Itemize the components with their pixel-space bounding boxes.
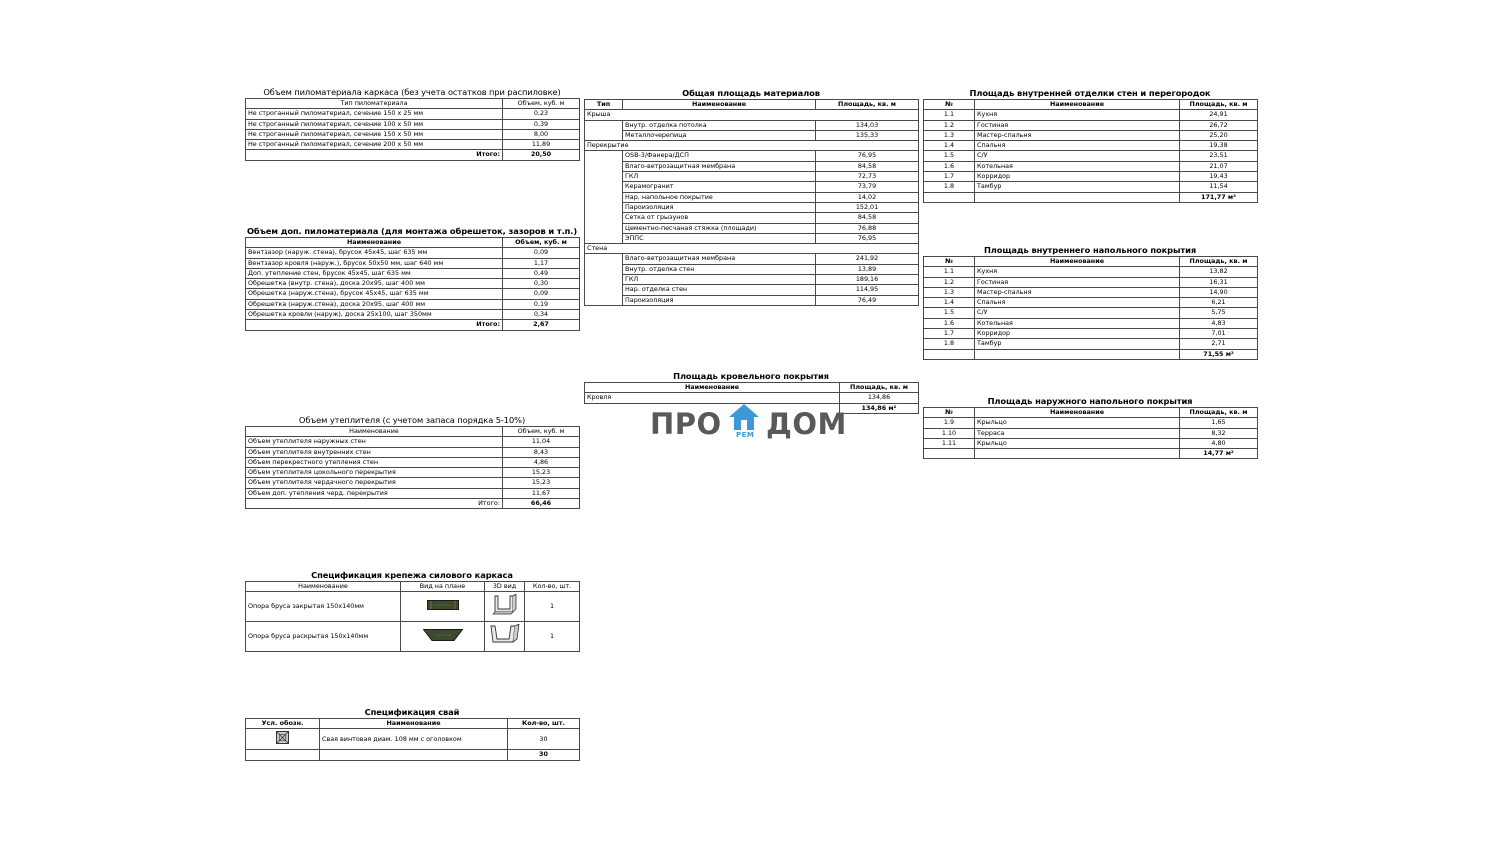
header-volume: Объем, куб. м [503, 427, 580, 437]
table-row: Объем утеплителя наружных стен 11,04 [246, 437, 580, 447]
total-value: 71,55 м² [1180, 349, 1258, 359]
table-row: Пароизоляция 76,49 [585, 295, 919, 305]
table-row: Опора бруса раскрытая 150х140мм 1 [246, 622, 580, 652]
materials-section [584, 88, 918, 306]
piles-table [245, 718, 580, 761]
outer-floor-section [923, 396, 1257, 459]
table-row: 1.8 Тамбур 2,71 [924, 339, 1258, 349]
group-row-wall: Стена [585, 244, 919, 254]
header-name: Наименование [246, 238, 503, 248]
fasteners-title: Спецификация крепежа силового каркаса [311, 570, 513, 580]
table-row: Не строганный пиломатериал, сечение 150 х 50 мм 8,00 [246, 129, 580, 139]
total-value: 171,77 м² [1180, 192, 1258, 202]
wall-finish-title: Площадь внутренней отделки стен и перегородок [969, 88, 1211, 98]
total-row [924, 192, 1258, 202]
header-name: Наименование [246, 582, 401, 592]
table-row: 1.1 Кухня 24,91 [924, 110, 1258, 120]
insulation-title: Объем утеплителя (с учетом запаса порядка 5-10%) [298, 415, 526, 425]
lumber-volume-table [245, 98, 580, 161]
table-row: Объем утеплителя внутренних стен 8,43 [246, 447, 580, 457]
table-row: Кровля 134,86 [585, 393, 919, 403]
header-volume: Объем, куб. м [503, 238, 580, 248]
table-row: Цементно-песчаная стяжка (площади) 76,88 [585, 223, 919, 233]
table-row: 1.2 Гостиная 16,31 [924, 277, 1258, 287]
table-row: 1.9 Крыльцо 1,65 [924, 418, 1258, 428]
total-value: 134,86 м² [840, 403, 919, 413]
table-row: Внутр. отделка стен 13,89 [585, 264, 919, 274]
table-row: 1.5 С/У 23,51 [924, 151, 1258, 161]
header-volume: Объем, куб. м [503, 99, 580, 109]
logo-text-left: ПРО [650, 407, 722, 441]
table-row: Керамогранит 73,79 [585, 182, 919, 192]
total-row [246, 320, 580, 330]
header-number: № [924, 257, 975, 267]
lumber-volume-title: Объем пиломатериала каркаса (без учета остатков при распиловке) [263, 87, 561, 97]
header-plan-view: Вид на плане [401, 582, 485, 592]
table-row: Сетка от грызунов 84,58 [585, 213, 919, 223]
header-area: Площадь, кв. м [840, 383, 919, 393]
table-row: Не строганный пиломатериал, сечение 100 х 50 мм 0,39 [246, 119, 580, 129]
table-row: Нар. отделка стен 114,95 [585, 285, 919, 295]
inner-floor-title: Площадь внутреннего напольного покрытия [983, 245, 1197, 255]
header-name: Наименование [585, 383, 840, 393]
table-row: 1.7 Корридор 7,01 [924, 329, 1258, 339]
fasteners-table [245, 581, 580, 652]
piles-title: Спецификация свай [364, 707, 460, 717]
logo-subtext: РЕМ [736, 431, 755, 439]
group-row-roof: Крыша [585, 110, 919, 120]
header-symbol: Усл. обозн. [246, 719, 320, 729]
header-type: Тип [585, 100, 623, 110]
table-row: Вентзазор (наруж. стена), брусок 45х45, шаг 635 мм 0,09 [246, 248, 580, 258]
pile-symbol-icon [246, 729, 320, 750]
table-row: Влаго-ветрозащитная мембрана 241,92 [585, 254, 919, 264]
insulation-table [245, 426, 580, 509]
table-row: 1.2 Гостиная 26,72 [924, 120, 1258, 130]
table-row: Не строганный пиломатериал, сечение 200 х 50 мм 11,89 [246, 140, 580, 150]
header-type: Тип пиломатериала [246, 99, 503, 109]
materials-table [584, 99, 919, 306]
table-row: Пароизоляция 152,01 [585, 202, 919, 212]
total-row [246, 499, 580, 509]
table-row: Обрешетка (наруж.стена), доска 20х95, шаг 400 мм 0,19 [246, 299, 580, 309]
total-row [924, 349, 1258, 359]
table-row: Обрешетка (наруж.стена), брусок 45х45, шаг 635 мм 0,09 [246, 289, 580, 299]
table-row: 1.3 Мастер-спальня 14,90 [924, 287, 1258, 297]
table-row: ЭППС 76,95 [585, 233, 919, 243]
total-row [246, 150, 580, 160]
inner-floor-section [923, 245, 1257, 360]
table-row: 1.1 Кухня 13,82 [924, 267, 1258, 277]
table-row: 1.11 Крыльцо 4,80 [924, 438, 1258, 448]
table-row: Доп. утепление стен, брусок 45х45, шаг 635 мм 0,49 [246, 268, 580, 278]
open-support-3d-icon [485, 622, 525, 652]
table-row: 1.10 Терраса 8,32 [924, 428, 1258, 438]
insulation-section [245, 415, 579, 509]
total-label: Итого: [246, 320, 503, 330]
table-row: Объем утеплителя цокольного перекрытия 15,23 [246, 468, 580, 478]
materials-title: Общая площадь материалов [682, 88, 820, 98]
header-area: Площадь, кв. м [1180, 257, 1258, 267]
total-row [246, 750, 580, 760]
table-row: Обрешетка кровли (наруж), доска 25х100, шаг 350мм 0,34 [246, 310, 580, 320]
extra-lumber-table [245, 237, 580, 331]
table-row: 1.4 Спальня 19,38 [924, 141, 1258, 151]
total-value: 2,67 [503, 320, 580, 330]
table-row: Не строганный пиломатериал, сечение 150 х 25 мм 0,23 [246, 109, 580, 119]
header-number: № [924, 408, 975, 418]
total-value: 66,46 [503, 499, 580, 509]
fasteners-section [245, 570, 579, 652]
header-number: № [924, 100, 975, 110]
prodom-logo [650, 403, 850, 443]
table-row: Вентзазор кровля (наруж.), брусок 50х50 мм, шаг 640 мм 1,17 [246, 258, 580, 268]
header-area: Площадь, кв. м [816, 100, 919, 110]
table-row: ГКЛ 72,73 [585, 172, 919, 182]
piles-section [245, 707, 579, 761]
table-row: Объем утеплителя чердачного перекрытия 15,23 [246, 478, 580, 488]
header-name: Наименование [975, 100, 1180, 110]
table-row: Нар. напольное покрытие 14,02 [585, 192, 919, 202]
total-value: 20,50 [503, 150, 580, 160]
header-qty: Кол-во, шт. [525, 582, 580, 592]
closed-support-plan-icon [401, 592, 485, 622]
roofing-title: Площадь кровельного покрытия [673, 371, 829, 381]
table-row: Металлочерепица 135,33 [585, 130, 919, 140]
header-name: Наименование [975, 408, 1180, 418]
table-row: Опора бруса закрытая 150х140мм 1 [246, 592, 580, 622]
header-name: Наименование [975, 257, 1180, 267]
total-value: 30 [508, 750, 580, 760]
open-support-plan-icon [401, 622, 485, 652]
header-area: Площадь, кв. м [1180, 408, 1258, 418]
closed-support-3d-icon [485, 592, 525, 622]
total-label: Итого: [246, 150, 503, 160]
table-row: 1.6 Котельная 4,83 [924, 318, 1258, 328]
outer-floor-title: Площадь наружного напольного покрытия [987, 396, 1193, 406]
table-row: ГКЛ 189,16 [585, 275, 919, 285]
table-row: 1.8 Тамбур 11,54 [924, 182, 1258, 192]
table-row: 1.3 Мастер-спальня 25,20 [924, 130, 1258, 140]
table-row: Объем перекрестного утепления стен 4,86 [246, 457, 580, 467]
header-3d-view: 3D вид [485, 582, 525, 592]
extra-lumber-title: Объем доп. пиломатериала (для монтажа обрешеток, зазоров и т.п.) [246, 226, 578, 236]
header-area: Площадь, кв. м [1180, 100, 1258, 110]
header-name: Наименование [623, 100, 816, 110]
group-row-floor: Перекрытие [585, 141, 919, 151]
wall-finish-section [923, 88, 1257, 203]
table-row: Обрешетка (внутр. стена), доска 20х95, шаг 400 мм 0,30 [246, 279, 580, 289]
logo-text-right: ДОМ [766, 407, 847, 441]
header-name: Наименование [320, 719, 508, 729]
total-label: Итого: [246, 499, 503, 509]
table-row: 1.5 С/У 5,75 [924, 308, 1258, 318]
outer-floor-table [923, 407, 1258, 459]
table-row: 1.4 Спальня 6,21 [924, 298, 1258, 308]
inner-floor-table [923, 256, 1258, 360]
table-row: 1.7 Корридор 19,43 [924, 172, 1258, 182]
table-row: Объем доп. утепления черд. перекрытия 11,67 [246, 488, 580, 498]
table-row: OSB-3/Фанера/ДСП 76,95 [585, 151, 919, 161]
lumber-volume-section [245, 87, 579, 161]
table-row: Свая винтовая диам. 108 мм с оголовком 30 [246, 729, 580, 750]
wall-finish-table [923, 99, 1258, 203]
total-row [924, 449, 1258, 459]
extra-lumber-section [245, 226, 579, 331]
header-name: Наименование [246, 427, 503, 437]
table-row: Внутр. отделка потолка 134,03 [585, 120, 919, 130]
table-row: 1.6 Котельная 21,07 [924, 161, 1258, 171]
total-value: 14,77 м² [1180, 449, 1258, 459]
table-row: Влаго-ветрозащитная мембрана 84,58 [585, 161, 919, 171]
header-qty: Кол-во, шт. [508, 719, 580, 729]
